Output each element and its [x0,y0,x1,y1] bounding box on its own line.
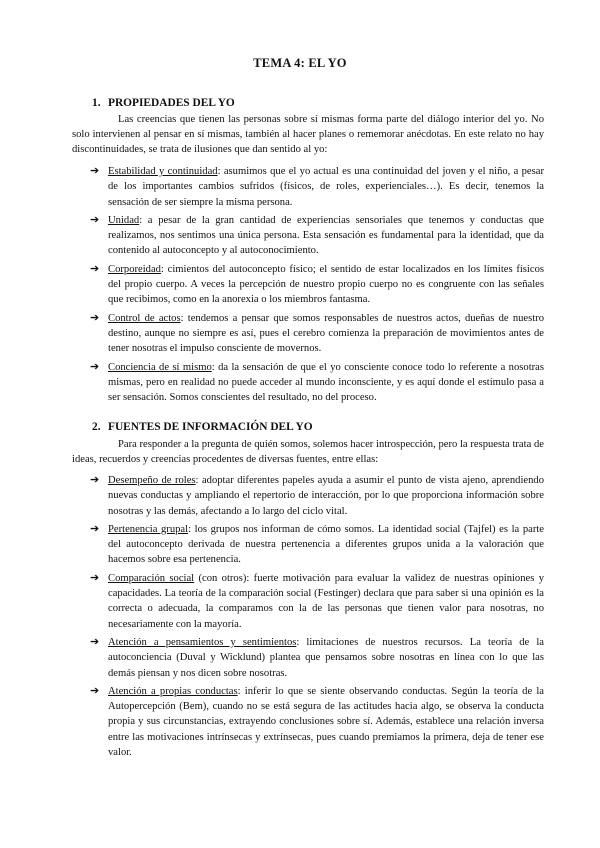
list-item-text: : inferir lo que se siente observando conductas. Según la teoría de la Autopercepción (Bem), cuando no se está segura de las actitudes hacia algo, se observa la conducta propia y sus circunstancias, extrayendo conclusiones sobre sí. Además, establece una relación inversa entre las motivaciones intrínsecas y extrínsecas, pues cuando premiamos la primera, deja de tener ese valor. [108,685,544,759]
section-title: PROPIEDADES DEL YO [108,97,235,109]
list-item-text: : los grupos nos informan de cómo somos. La identidad social (Tajfel) es la parte del autoconcepto derivada de nuestra pertenencia a diferentes grupos unida a la valoración que hacemos sobre esa pertenencia. [108,523,544,566]
list-item-term: Conciencia de sí mismo [108,361,212,373]
list-item-term: Pertenencia grupal [108,523,189,535]
list-item-term: Comparación social [108,572,195,584]
list-item [90,473,544,519]
section-heading [92,420,313,435]
arrow-bullet-icon: ➔ [90,165,100,177]
list-item [90,164,544,210]
section-heading [92,96,235,111]
list-item [90,311,544,357]
list-item-term: Desempeño de roles [108,475,196,486]
section-title: FUENTES DE INFORMACIÓN DEL YO [108,421,313,433]
arrow-bullet-icon: ➔ [90,311,100,324]
list-item-term: Atención a propias conductas [108,685,238,697]
list-item-term: Control de actos [108,312,181,324]
arrow-bullet-icon: ➔ [90,262,100,275]
section-number: 1. [92,97,101,109]
list-item [90,684,544,760]
list-item-term: Estabilidad y continuidad [108,166,218,177]
arrow-bullet-icon: ➔ [90,635,100,648]
section-intro: Para responder a la pregunta de quién somos, solemos hacer introspección, pero la respuesta trata de ideas, recuerdos y creencias procedentes de diversas fuentes, entre ellas: [72,438,544,465]
list-item [90,360,544,406]
list-item-term: Atención a pensamientos y sentimientos [108,636,297,648]
list-item-text: : cimientos del autoconcepto físico; el sentido de estar localizados en los límites físicos del propio cuerpo. A veces la percepción de nuestro propio cuerpo no es congruente con las señales que recibimos, como en la anorexia o los miembros fantasma. [108,263,544,306]
list-item-text: : da la sensación de que el yo consciente conoce todo lo referente a nosotras mismas, pero en realidad no puede acceder al mundo inconsciente, y es aquí donde el estímulo pasa a ser sensación. Somos conscientes del resultado, no del proceso. [108,361,544,404]
list-item-text: : a pesar de la gran cantidad de experiencias sensoriales que tenemos y conductas que realizamos, nos sentimos una única persona. Esta sensación es fundamental para la identidad, que da contenido al autoconcepto y al autoconocimiento. [108,214,544,257]
arrow-bullet-icon: ➔ [90,360,100,373]
arrow-bullet-icon: ➔ [90,571,100,584]
list-item [90,213,544,259]
list-item-text: : limitaciones de nuestros recursos. La teoría de la autoconciencia (Duval y Wicklund) plantea que pensamos sobre nosotras en línea con lo que las demás piensan y nos dicen sobre nosotras. [108,636,544,679]
bullet-list [90,473,544,763]
arrow-bullet-icon: ➔ [90,684,100,697]
list-item-text: : tendemos a pensar que somos responsables de nuestros actos, dueñas de nuestro destino, aunque no siempre es así, pues el cerebro comienza la preparación de movimientos antes de tener nosotras el impulso consciente de movernos. [108,312,545,355]
list-item [90,635,544,681]
list-item-text: : asumimos que el yo actual es una continuidad del joven y el niño, a pesar de los importantes cambios sufridos (físicos, de roles, experienciales…). Es decir, tenemos la sensación de ser siempre la misma persona. [108,166,544,208]
list-item-term: Corporeidad [108,263,161,275]
list-item [90,571,544,632]
section-intro: Las creencias que tienen las personas sobre sí mismas forma parte del diálogo interior del yo. No solo intervienen al pensar en sí mismas, también al hacer planes o rememorar anécdotas. En este relato no hay discontinuidades, se trata de ilusiones que dan sentido al yo: [72,113,544,156]
bullet-list [90,164,544,408]
arrow-bullet-icon: ➔ [90,474,100,486]
list-item-text: : adoptar diferentes papeles ayuda a asumir el punto de vista ajeno, aprendiendo nuevas conductas y ampliando el repertorio de interacción, por lo que proporciona información sobre nosotras y las demás, afectando a lo largo del ciclo vital. [108,475,544,517]
list-item [90,262,544,308]
list-item-text: (con otros): fuerte motivación para evaluar la validez de nuestras opiniones y capacidades. La teoría de la comparación social (Festinger) declara que para saber si una opinión es la correcta o adecuada, la comparamos con la de las personas que tienen valor para nosotras, no necesariamente con la mayoría. [108,572,544,630]
page-title: TEMA 4: EL YO [253,56,347,70]
arrow-bullet-icon: ➔ [90,522,100,535]
section-number: 2. [92,421,101,433]
arrow-bullet-icon: ➔ [90,213,100,226]
list-item-term: Unidad [108,214,140,226]
list-item [90,522,544,568]
